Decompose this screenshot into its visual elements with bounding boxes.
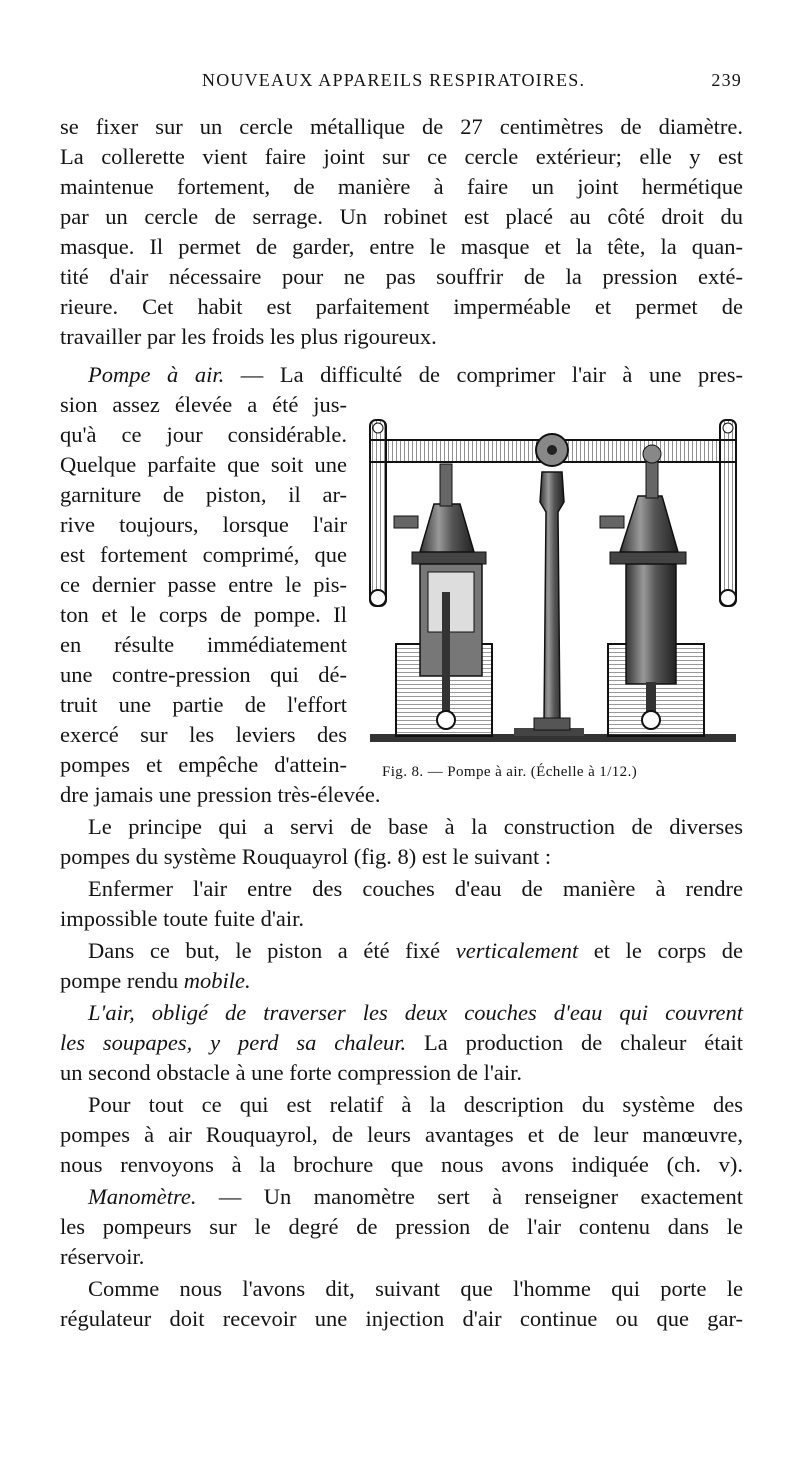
text-line: Manomètre. — Un manomètre sert à renseigner exactement xyxy=(88,1184,743,1209)
text-line: pompes à air Rouquayrol, de leurs avantages et de leur manœuvre, xyxy=(60,1122,743,1147)
text-line: pompes du système Rouquayrol (fig. 8) est le suivant : xyxy=(60,844,552,869)
text-line: rieure. Cet habit est parfaitement imperméable et permet de xyxy=(60,294,743,319)
text-line: Quelque parfaite que soit une xyxy=(60,452,347,477)
page-number: 239 xyxy=(711,70,742,90)
text-line: réservoir. xyxy=(60,1244,145,1269)
text-line: exercé sur les leviers des xyxy=(60,722,347,747)
text-line: impossible toute fuite d'air. xyxy=(60,906,305,931)
section-heading-manometre: Manomètre. xyxy=(88,1184,197,1209)
text-line: L'air, obligé de traverser les deux couches d'eau qui couvrent xyxy=(88,1000,743,1025)
text-line: une contre-pression qui dé- xyxy=(60,662,347,687)
text-line: Pour tout ce qui est relatif à la description du système des xyxy=(88,1092,743,1117)
text-line: Pompe à air. — La difficulté de comprimer l'air à une pres- xyxy=(88,362,743,387)
pump-illustration xyxy=(364,412,742,752)
text-line: les pompeurs sur le degré de pression de l'air contenu dans le xyxy=(60,1214,743,1239)
text-line: ton et le corps de pompe. Il xyxy=(60,602,347,627)
text-line: pompe rendu mobile. xyxy=(60,968,251,993)
text-line: par un cercle de serrage. Un robinet est placé au côté droit du xyxy=(60,204,743,229)
text-line: La collerette vient faire joint sur ce cercle extérieur; elle y est xyxy=(60,144,743,169)
running-title: NOUVEAUX APPAREILS RESPIRATOIRES. xyxy=(202,70,586,90)
text-line: dre jamais une pression très-élevée. xyxy=(60,782,381,807)
text-line: ce dernier passe entre le pis- xyxy=(60,572,347,597)
text-line: un second obstacle à une forte compression de l'air. xyxy=(60,1060,523,1085)
text-line: tité d'air nécessaire pour ne pas souffrir de la pression exté- xyxy=(60,264,743,289)
text-line: masque. Il permet de garder, entre le masque et la tête, la quan- xyxy=(60,234,743,259)
text-line: pompes et empêche d'attein- xyxy=(60,752,347,777)
text-line: qu'à ce jour considérable. xyxy=(60,422,347,447)
text-line: Dans ce but, le piston a été fixé verticalement et le corps de xyxy=(88,938,744,963)
text-line: maintenue fortement, de manière à faire un joint hermétique xyxy=(60,174,743,199)
text-line: sion assez élevée a été jus- xyxy=(60,392,347,417)
text-line: Comme nous l'avons dit, suivant que l'homme qui porte le xyxy=(88,1276,743,1301)
running-header xyxy=(60,66,742,96)
figure-caption: Fig. 8. — Pompe à air. (Échelle à 1/12.) xyxy=(382,764,638,780)
text-line: Le principe qui a servi de base à la construction de diverses xyxy=(88,814,743,839)
text-line: les soupapes, y perd sa chaleur. La production de chaleur était xyxy=(60,1030,743,1055)
text-line: travailler par les froids les plus rigoureux. xyxy=(60,324,437,349)
text-line: Enfermer l'air entre des couches d'eau de manière à rendre xyxy=(88,876,743,901)
text-line: se fixer sur un cercle métallique de 27 centimètres de diamètre. xyxy=(60,114,743,139)
text-line: truit une partie de l'effort xyxy=(60,692,347,717)
text-line: est fortement comprimé, que xyxy=(60,542,347,567)
text-line: nous renvoyons à la brochure que nous avons indiquée (ch. v). xyxy=(60,1152,743,1177)
text-line: rive toujours, lorsque l'air xyxy=(60,512,347,537)
text-line: garniture de piston, il ar- xyxy=(60,482,347,507)
text-line: en résulte immédiatement xyxy=(60,632,347,657)
section-heading-pompe: Pompe à air. xyxy=(88,362,225,387)
text-line: régulateur doit recevoir une injection d'air continue ou que gar- xyxy=(60,1306,743,1331)
